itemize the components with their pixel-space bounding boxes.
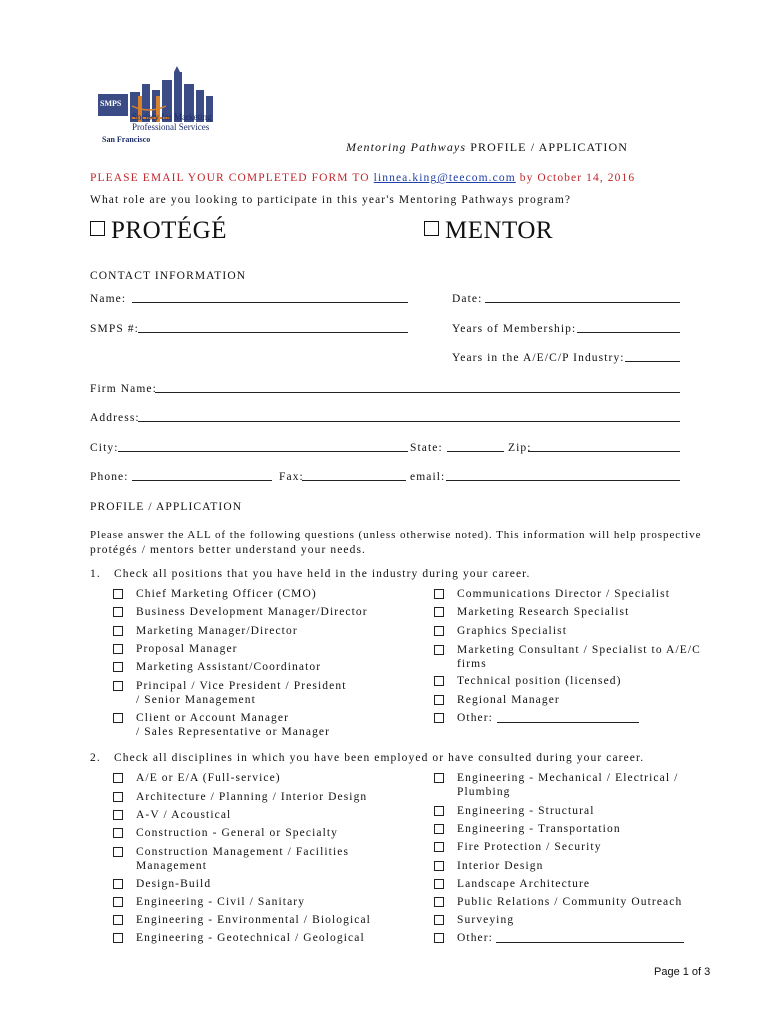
option-checkbox[interactable] bbox=[113, 681, 123, 691]
firm-name-field[interactable] bbox=[155, 392, 680, 393]
option-checkbox[interactable] bbox=[434, 861, 444, 871]
profile-heading: PROFILE / APPLICATION bbox=[90, 501, 243, 513]
option-label: Principal / Vice President / President bbox=[136, 680, 347, 692]
name-field[interactable] bbox=[132, 302, 408, 303]
address-label: Address: bbox=[90, 412, 140, 424]
protege-label: PROTÉGÉ bbox=[111, 217, 227, 244]
smps-logo bbox=[98, 66, 223, 156]
option-checkbox[interactable] bbox=[434, 676, 444, 686]
option-label: A/E or E/A (Full-service) bbox=[136, 772, 281, 784]
option-label: Marketing Manager/Director bbox=[136, 625, 298, 637]
q1-other-field[interactable] bbox=[497, 722, 639, 723]
title-rest: PROFILE / APPLICATION bbox=[466, 140, 629, 154]
option-label: firms bbox=[457, 658, 487, 670]
logo-org-line1: Society for Marketing bbox=[132, 112, 212, 122]
option-checkbox[interactable] bbox=[113, 644, 123, 654]
option-checkbox[interactable] bbox=[113, 713, 123, 723]
option-label: Chief Marketing Officer (CMO) bbox=[136, 588, 317, 600]
option-checkbox[interactable] bbox=[113, 915, 123, 925]
option-checkbox[interactable] bbox=[434, 824, 444, 834]
option-label: Engineering - Transportation bbox=[457, 823, 621, 835]
option-checkbox[interactable] bbox=[113, 589, 123, 599]
option-checkbox[interactable] bbox=[113, 933, 123, 943]
role-question: What role are you looking to participate in this year's Mentoring Pathways program? bbox=[90, 194, 572, 206]
fax-label: Fax: bbox=[279, 471, 304, 483]
option-label: / Sales Representative or Manager bbox=[136, 726, 331, 738]
option-checkbox[interactable] bbox=[434, 806, 444, 816]
email-prefix: PLEASE EMAIL YOUR COMPLETED FORM TO bbox=[90, 172, 374, 184]
option-label: Engineering - Structural bbox=[457, 805, 595, 817]
option-checkbox[interactable] bbox=[434, 842, 444, 852]
option-checkbox[interactable] bbox=[434, 645, 444, 655]
option-checkbox[interactable] bbox=[113, 607, 123, 617]
option-label: Fire Protection / Security bbox=[457, 841, 602, 853]
option-checkbox[interactable] bbox=[434, 589, 444, 599]
option-checkbox[interactable] bbox=[434, 879, 444, 889]
option-label: Marketing Research Specialist bbox=[457, 606, 630, 618]
q2-number: 2. bbox=[90, 752, 101, 764]
zip-label: Zip: bbox=[508, 442, 532, 454]
years-membership-field[interactable] bbox=[577, 332, 680, 333]
option-label: A-V / Acoustical bbox=[136, 809, 232, 821]
option-checkbox[interactable] bbox=[113, 792, 123, 802]
option-checkbox[interactable] bbox=[113, 810, 123, 820]
q2-text: Check all disciplines in which you have been employed or have consulted during your career. bbox=[114, 752, 645, 764]
option-checkbox[interactable] bbox=[113, 897, 123, 907]
option-label: Other: bbox=[457, 932, 493, 944]
q2-other-field[interactable] bbox=[496, 942, 684, 943]
option-checkbox[interactable] bbox=[434, 626, 444, 636]
option-checkbox[interactable] bbox=[434, 897, 444, 907]
smps-field[interactable] bbox=[138, 332, 408, 333]
option-checkbox[interactable] bbox=[434, 933, 444, 943]
state-label: State: bbox=[410, 442, 443, 454]
option-checkbox[interactable] bbox=[434, 607, 444, 617]
option-label: Engineering - Environmental / Biological bbox=[136, 914, 371, 926]
option-label: Business Development Manager/Director bbox=[136, 606, 368, 618]
option-label: Architecture / Planning / Interior Design bbox=[136, 791, 368, 803]
role-protege[interactable] bbox=[90, 217, 227, 245]
option-label: Client or Account Manager bbox=[136, 712, 290, 724]
firm-name-label: Firm Name: bbox=[90, 383, 157, 395]
option-checkbox[interactable] bbox=[113, 879, 123, 889]
state-field[interactable] bbox=[447, 451, 504, 452]
option-label: Construction Management / Facilities bbox=[136, 846, 350, 858]
option-label: Design-Build bbox=[136, 878, 212, 890]
option-checkbox[interactable] bbox=[434, 915, 444, 925]
smps-label: SMPS #: bbox=[90, 323, 139, 335]
phone-field[interactable] bbox=[132, 480, 272, 481]
date-label: Date: bbox=[452, 293, 483, 305]
page-number: Page 1 of 3 bbox=[654, 966, 711, 978]
option-label: Technical position (licensed) bbox=[457, 675, 622, 687]
option-checkbox[interactable] bbox=[113, 626, 123, 636]
option-label: Regional Manager bbox=[457, 694, 560, 706]
option-checkbox[interactable] bbox=[113, 662, 123, 672]
email-link[interactable]: linnea.king@teecom.com bbox=[373, 172, 516, 184]
option-label: Engineering - Geotechnical / Geological bbox=[136, 932, 365, 944]
logo-org-line2: Professional Services bbox=[132, 122, 210, 132]
years-industry-field[interactable] bbox=[625, 361, 680, 362]
profile-intro-line1: Please answer the ALL of the following questions (unless otherwise noted). This information will help prospective bbox=[90, 529, 702, 541]
email-instruction bbox=[90, 172, 635, 184]
option-label: Graphics Specialist bbox=[457, 625, 568, 637]
option-checkbox[interactable] bbox=[434, 773, 444, 783]
option-label: Marketing Assistant/Coordinator bbox=[136, 661, 322, 673]
q1-number: 1. bbox=[90, 568, 101, 580]
protege-checkbox[interactable] bbox=[90, 221, 105, 236]
option-label: Management bbox=[136, 860, 208, 872]
phone-label: Phone: bbox=[90, 471, 129, 483]
option-label: Engineering - Mechanical / Electrical / bbox=[457, 772, 679, 784]
option-label: Public Relations / Community Outreach bbox=[457, 896, 683, 908]
years-membership-label: Years of Membership: bbox=[452, 323, 577, 335]
option-label: Interior Design bbox=[457, 860, 544, 872]
option-label: Plumbing bbox=[457, 786, 511, 798]
option-checkbox[interactable] bbox=[113, 773, 123, 783]
role-mentor[interactable] bbox=[424, 217, 553, 245]
option-checkbox[interactable] bbox=[113, 847, 123, 857]
option-checkbox[interactable] bbox=[434, 713, 444, 723]
option-label: Engineering - Civil / Sanitary bbox=[136, 896, 306, 908]
page-title bbox=[346, 140, 628, 155]
zip-field[interactable] bbox=[528, 451, 680, 452]
address-field[interactable] bbox=[138, 421, 680, 422]
title-italic: Mentoring Pathways bbox=[346, 140, 467, 154]
option-label: Other: bbox=[457, 712, 493, 724]
date-field[interactable] bbox=[485, 302, 680, 303]
email-deadline: by October 14, 2016 bbox=[515, 172, 636, 184]
option-checkbox[interactable] bbox=[113, 828, 123, 838]
profile-intro-line2: protégés / mentors better understand your needs. bbox=[90, 544, 367, 556]
option-label: Construction - General or Specialty bbox=[136, 827, 339, 839]
email-field[interactable] bbox=[446, 480, 680, 481]
email-label: email: bbox=[410, 471, 446, 483]
q1-text: Check all positions that you have held in the industry during your career. bbox=[114, 568, 531, 580]
option-label: Communications Director / Specialist bbox=[457, 588, 671, 600]
city-field[interactable] bbox=[118, 451, 408, 452]
option-label: Proposal Manager bbox=[136, 643, 238, 655]
name-label: Name: bbox=[90, 293, 127, 305]
option-label: / Senior Management bbox=[136, 694, 256, 706]
option-label: Landscape Architecture bbox=[457, 878, 591, 890]
fax-field[interactable] bbox=[302, 480, 406, 481]
mentor-checkbox[interactable] bbox=[424, 221, 439, 236]
option-label: Surveying bbox=[457, 914, 515, 926]
years-industry-label: Years in the A/E/C/P Industry: bbox=[452, 352, 625, 364]
logo-chapter: San Francisco bbox=[102, 135, 151, 144]
logo-mark: SMPS bbox=[100, 99, 122, 108]
city-label: City: bbox=[90, 442, 119, 454]
option-checkbox[interactable] bbox=[434, 695, 444, 705]
mentor-label: MENTOR bbox=[445, 217, 554, 244]
option-label: Marketing Consultant / Specialist to A/E/C bbox=[457, 644, 701, 656]
contact-heading: CONTACT INFORMATION bbox=[90, 270, 247, 282]
